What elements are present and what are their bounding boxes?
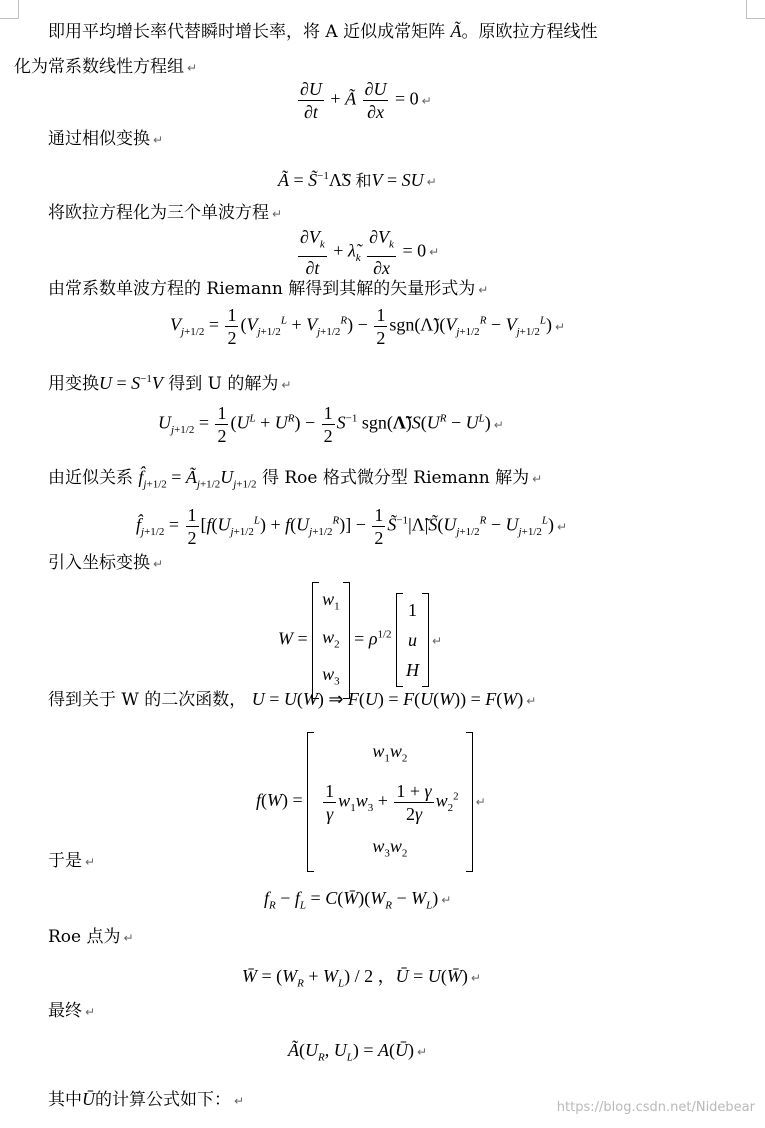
equation-wave: $\frac{\partial V_k}{\partial t}$ + $\lambdã_k$ $\frac{\partial V_k}{\partial x}$ = 0 ↵: [300, 227, 440, 278]
paragraph-11: 最终 ↵: [48, 1001, 96, 1021]
paragraph-7: 引入坐标变换 ↵: [48, 553, 164, 573]
equation-linear-system: $\frac{\partial U}{\partial t}$ + Ã $\frac{\partial U}{\partial x}$ = 0 ↵: [300, 79, 432, 122]
equation-similarity-transform: Ã = S̃$^{-1}$Λ̃S 和V = SU ↵: [278, 170, 437, 190]
equation-roe-point: W̄ = $(W_R + W_L) / 2$ ，Ū = U(W̄) ↵: [242, 966, 481, 990]
paragraph-3: 将欧拉方程化为三个单波方程 ↵: [48, 203, 283, 223]
equation-roe-flux: $f̂_{j+1/2}$ = $\frac{1}{2}$ $[f(U_{j+1/2}^L) + f(U_{j+1/2}^R)]$ − $\frac{1}{2}$ $S̃^{-1}|\Lambdã|S̃(U_{j+1/2}^R - U_{j+1/2}^L)$ ↵: [136, 505, 568, 548]
paragraph-8: 得到关于 W 的二次函数， U = U(W) ⇒ F(U) = F(U(W)) = F(W) ↵: [48, 689, 537, 710]
corner-mark: [0, 0, 19, 19]
equation-flux-difference: $f_R - f_L$ = $C(W̄)(W_R - W_L)$ ↵: [264, 888, 452, 912]
f-matrix: $w_1w_2$ $\frac{1}{\gamma}$ $w_1w_3$ + $\frac{1 + \gamma}{2\gamma}$ $w_2^2$ $w_3w_2$: [307, 732, 472, 872]
paragraph-4: 由常系数单波方程的 Riemann 解得到其解的矢量形式为 ↵: [48, 279, 489, 299]
paragraph-1-line-1: 即用平均增长率代替瞬时增长率，将 A 近似成常矩阵 Ã。原欧拉方程线性: [48, 21, 598, 42]
paragraph-10: Roe 点为 ↵: [48, 927, 134, 947]
paragraph-6: 由近似关系 $f̂_{j+1/2}$ = $Ã_{j+1/2}U_{j+1/2}$ 得 Roe 格式微分型 Riemann 解为 ↵: [48, 467, 543, 491]
equation-riemann-vector: $V_{j+1/2}$ = $\frac{1}{2}$ $(V_{j+1/2}^L + V_{j+1/2}^R)$ − $\frac{1}{2}$ $sgn(\Lambdã)(V_{j+1/2}^R - V_{j+1/2}^L)$ ↵: [170, 305, 566, 348]
paragraph-1-line-2: 化为常系数线性方程组 ↵: [14, 57, 198, 77]
corner-mark: [746, 0, 765, 19]
paragraph-12: 其中Ū的计算公式如下： ↵: [48, 1089, 245, 1110]
paragraph-2: 通过相似变换 ↵: [48, 129, 164, 149]
state-vector: 1 u H: [396, 593, 429, 687]
paragraph-9: 于是 ↵: [48, 851, 96, 871]
equation-final: $Ã(U_R$, $U_L$) = A(Ū) ↵: [288, 1040, 428, 1064]
watermark: https://blog.csdn.net/Nidebear: [556, 1100, 755, 1115]
w-vector: $w_1$ $w_2$ $w_3$: [312, 582, 350, 699]
paragraph-5: 用变换$U = S^{-1}V$ 得到 U 的解为 ↵: [48, 373, 292, 394]
equation-u-solution: $U_{j+1/2}$ = $\frac{1}{2}$ $(U^L + U^R)$ − $\frac{1}{2}$ $S^{-1}$ $sgn(\Lambdã)S(U^R - U^L)$ ↵: [158, 403, 504, 446]
equation-quadratic-f: f(W) = $w_1w_2$ $\frac{1}{\gamma}$ $w_1w_3$ + $\frac{1 + \gamma}{2\gamma}$ $w_2^2$ $w_3w_2$ ↵: [256, 732, 486, 872]
equation-coordinate-transform: W = $w_1$ $w_2$ $w_3$ = $\rho^{1/2}$ 1 u H ↵: [278, 582, 442, 699]
